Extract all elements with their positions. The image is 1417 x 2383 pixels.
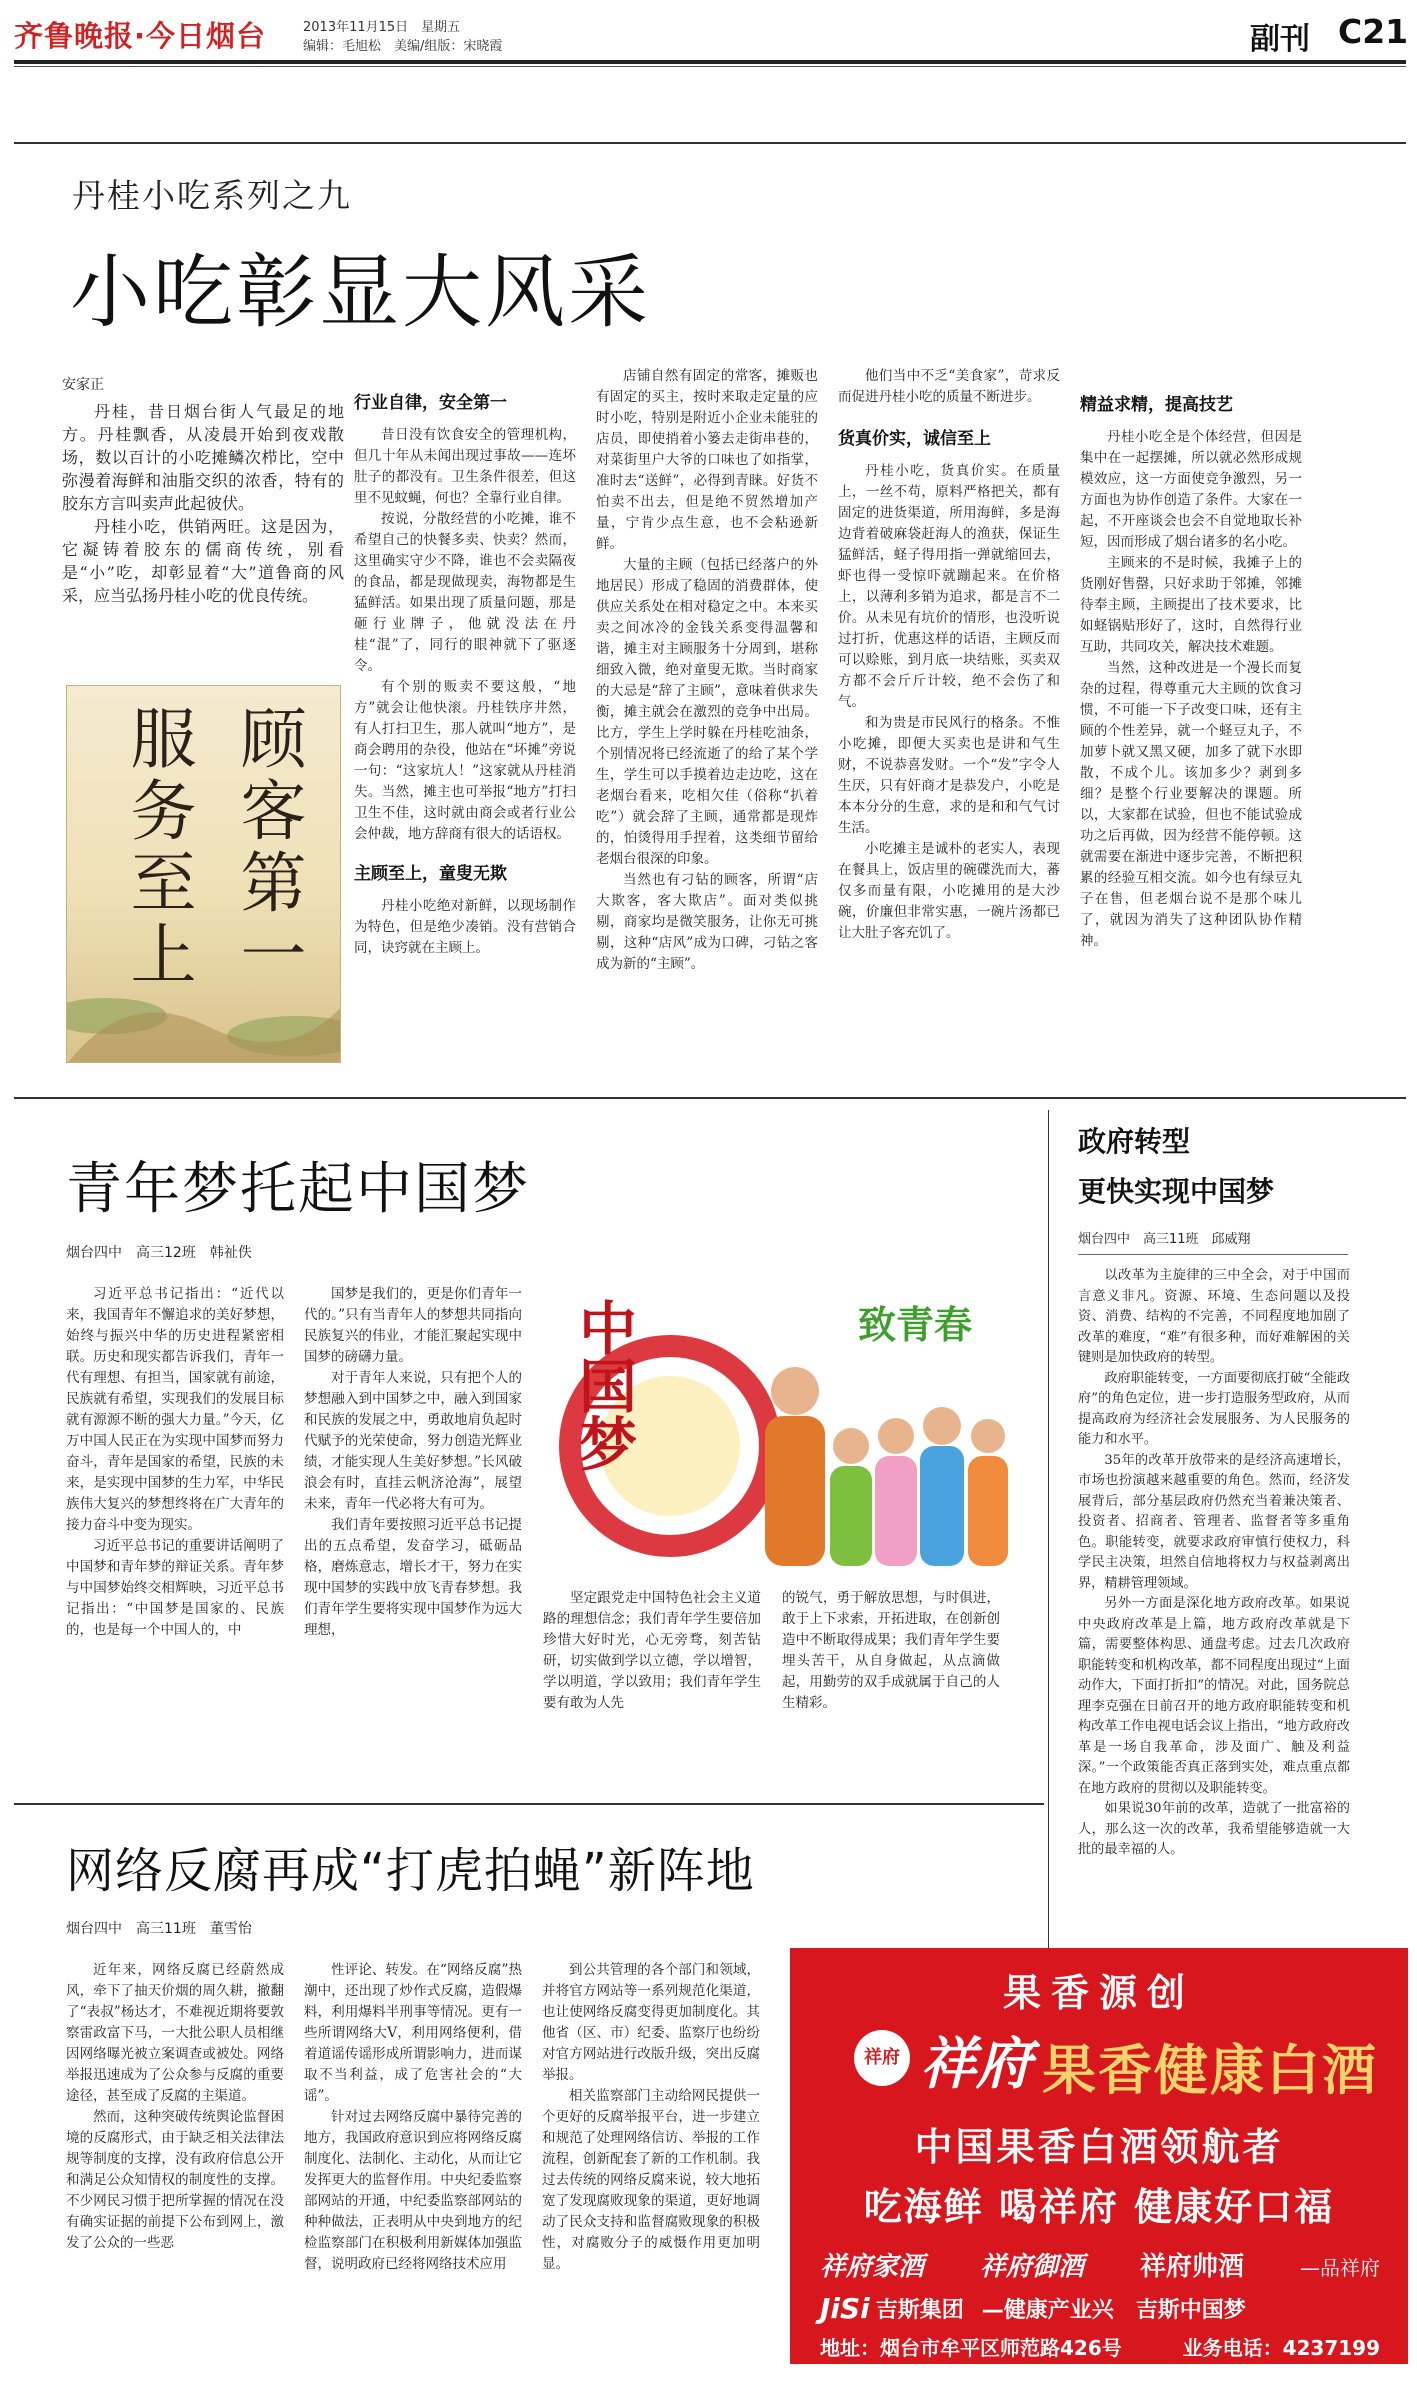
ad-tagline-2: 吃海鲜 喝祥府 健康好口福 — [863, 2185, 1335, 2229]
paragraph: 性评论、转发。在“网络反腐”热潮中，还出现了炒作式反腐，造假爆料，利用爆料半刑事等情况。更有一些所谓网络大V，利用网络便利，借着道谣传谣形成所谓影响力，进而谋取不当利益，成了危害社会的“大谣”。 — [304, 1962, 522, 2104]
header-editors: 编辑：毛旭松 美编/组版：宋晓霞 — [303, 39, 503, 54]
article2-col3 — [543, 1588, 761, 1714]
paragraph: 国梦是我们的，更是你们青年一代的。”只有当青年人的梦想共同指向民族复兴的伟业，才能汇聚起实现中国梦的磅礴力量。 — [304, 1286, 522, 1365]
ad-company-name: 吉斯集团 — [875, 2298, 964, 2323]
subheading: 行业自律，安全第一 — [354, 393, 507, 413]
paragraph: 对于青年人来说，只有把个人的梦想融入到中国梦之中，融入到国家和民族的发展之中，勇敢地肩负起时代赋予的光荣使命，努力创造光辉业绩，才能实现人生美好梦想。”长风破浪会有时，直挂云帆济沧海”，展望未来，青年一代必将大有可为。 — [304, 1370, 522, 1512]
sidebar-divider — [1048, 1110, 1049, 1960]
ad-series-item: 祥府帅酒 — [1140, 2252, 1245, 2282]
paragraph: 相关监察部门主动给网民提供一个更好的反腐举报平台，进一步建立和规范了处理网络信访、举报的工作流程，创新配套了新的工作机制。我过去传统的网络反腐来说，较大地拓宽了发现腐败现象的渠道，更好地调动了民众支持和监督腐败现象的积极性，对腐败分子的威慑作用更加明显。 — [542, 2088, 760, 2272]
ad-phone[interactable]: 业务电话：4237199 — [1182, 2336, 1380, 2360]
ad-series-suffix: —品祥府 — [1300, 2256, 1380, 2280]
article1-col5 — [1080, 390, 1302, 952]
paragraph: 针对过去网络反腐中暴待完善的地方，我国政府意识到应将网络反腐制度化、法制化、主动化，从而让它发挥更大的监督作用。中央纪委监察部网站的开通，中纪委监察部网站的种种做法，正表明从中央到地方的纪检监察部门在积极利用新媒体加强监督，说明政府已经将网络技术应用 — [304, 2109, 522, 2272]
paragraph: 丹桂小吃，货真价实。在质量上，一丝不苟，原料严格把关，都有固定的进货渠道，所用海鲜，多是海边背着破麻袋赶海人的渔获，保证生猛鲜活，蛏子得用指一弹就缩回去，虾也得一受惊吓就蹦起来。在价格上，以薄利多销为追求，都是言不二价。从未见有坑价的情形，也没听说过打折，优惠这样的话语，主顾反而可以赊账，到月底一块结账，买卖双方都不会斤斤计较，绝不会伤了和气。 — [838, 463, 1060, 710]
paragraph: 丹桂小吃全是个体经营，但因是集中在一起摆摊，所以就必然形成规模效应，这一方面使竞争激烈，另一方面也为协作创造了条件。大家在一起，不开座谈会也会不自觉地取长补短，因而形成了烟台诸多的名小吃。 — [1080, 429, 1302, 550]
paragraph: 习近平总书记指出：“近代以来，我国青年不懈追求的美好梦想，始终与振兴中华的历史进程紧密相联。历史和现实都告诉我们，青年一代有理想、有担当，国家就有前途，民族就有希望，实现我们的发展目标就有源源不断的强大力量。”今天，亿万中国人民正在为实现中国梦而努力奋斗，青年是国家的希望，民族的未来，是实现中国梦的生力军，中华民族伟大复兴的梦想终将在广大青年的接力奋斗中变为现实。 — [66, 1286, 284, 1533]
ad-series-item: 祥府家酒 — [820, 2252, 925, 2282]
article3-title-line1: 政府转型 — [1078, 1125, 1191, 1158]
ad-top-line: 果香源创 — [1002, 1971, 1195, 2015]
article4-title: 网络反腐再成“打虎拍蝇”新阵地 — [66, 1843, 755, 1899]
image-label-youth: 致青春 — [858, 1303, 973, 1347]
article1-col2 — [354, 388, 576, 959]
article1-intro — [62, 400, 344, 607]
subheading: 货真价实，诚信至上 — [838, 429, 991, 449]
paragraph: 按说，分散经营的小吃摊，谁不希望自己的快餐多卖、快卖？然而，这里确实守少不降，谁也不会卖隔夜的食品，都是现做现卖，海物都是生猛鲜活。如果出现了质量问题，那是砸行业牌子，他就没法在丹桂“混”了，同行的眼神就下了驱逐令。 — [354, 511, 576, 674]
ad-contact-line — [820, 2332, 1380, 2361]
article3-body — [1078, 1266, 1350, 1861]
paragraph: 我们青年要按照习近平总书记提出的五点希望，发奋学习，砥砺品格，磨炼意志，增长才干，努力在实现中国梦的实践中放飞青春梦想。我们青年学生要将实现中国梦作为远大理想， — [304, 1517, 522, 1638]
paragraph: 有个别的贩卖不要这般，“地方”就会让他快滚。丹桂铁序井然，有人打扫卫生，那人就叫“地方”，是商会聘用的杂役，他站在“坏摊”旁说一句：“这家坑人！”这家就从丹桂消失。当然，摊主也可举报“地方”打扫卫生不佳，这时就由商会或者行业公会仲裁，地方辞商有很大的话语权。 — [354, 679, 576, 842]
paragraph: 当然也有刁钻的顾客，所谓“店大欺客，客大欺店”。面对类似挑剔，商家均是微笑服务，让你无可挑剔，这种“店风”成为口碑，刁钻之客成为新的“主顾”。 — [596, 872, 818, 972]
ad-brand-seal-text: 祥府 — [864, 2047, 900, 2068]
ad-series-line — [820, 2246, 1380, 2283]
paragraph: 丹桂小吃，供销两旺。这是因为，它凝铸着胶东的儒商传统，别看是“小”吃，却彰显着“大”道鲁商的风采，应当弘扬丹桂小吃的优良传统。 — [62, 517, 344, 605]
article4-col2 — [304, 1960, 522, 2275]
article4-col3 — [542, 1960, 760, 2275]
article1-image — [66, 685, 341, 1063]
header-thin-rule — [14, 66, 1406, 67]
paragraph: 另外一方面是深化地方政府改革。如果说中央政府改革是上篇，地方政府改革就是下篇，需要整体构思、通盘考虑。过去几次政府职能转变和机构改革，都不同程度出现过“上面动作大，下面打折扣”的情况。对此，国务院总理李克强在日前召开的地方政府职能转变和机构改革工作电视电话会议上指出，“地方政府改革是一场自我革命，涉及面广、触及利益深。”一个政策能否真正落到实处，难点重点都在地方政府的贯彻以及职能转变。 — [1078, 1596, 1350, 1796]
ad-address: 地址：烟台市牟平区师范路426号 — [820, 2336, 1122, 2360]
ad-series-item: 祥府御酒 — [980, 2252, 1085, 2282]
subheading: 精益求精，提高技艺 — [1080, 395, 1233, 415]
ad-company-line — [820, 2292, 1380, 2325]
article2-col2 — [304, 1284, 522, 1641]
subheading: 主顾至上，童叟无欺 — [354, 864, 507, 884]
article2-author: 烟台四中 高三12班 韩祉佚 — [66, 1245, 252, 1261]
masthead-title: 齐鲁晚报·今日烟台 — [14, 19, 267, 53]
article1-kicker: 丹桂小吃系列之九 — [72, 176, 352, 215]
paragraph: 到公共管理的各个部门和领域，并将官方网站等一系列规范化渠道，也让使网络反腐变得更加制度化。其他省（区、市）纪委、监察厅也纷纷对官方网站进行改版升级，突出反腐举报。 — [542, 1962, 760, 2083]
paragraph: 35年的改革开放带来的是经济高速增长，市场也扮演越来越重要的角色。然而，经济发展背后，部分基层政府仍然充当着兼决策者、投资者、招商者、管理者、监督者等多重角色。职能转变，就要求政府审慎行使权力，科学民主决策，坦然自信地将权力与权益剥离出界，精耕管理领域。 — [1078, 1452, 1350, 1591]
paragraph: 的锐气，勇于解放思想，与时俱进，敢于上下求索，开拓进取，在创新创造中不断取得成果；我们青年学生要埋头苦干，从自身做起，从点滴做起，用勤劳的双手成就属于自己的人生精彩。 — [782, 1590, 1000, 1711]
ad-tagline-1: 中国果香白酒领航者 — [914, 2125, 1284, 2169]
article3-rule — [1078, 1254, 1348, 1255]
paragraph: 近年来，网络反腐已经蔚然成风，牵下了抽天价烟的周久耕，撤翻了“表叔”杨达才，不难视近期将要敦察雷政富下马，一大批公职人员相继因网络曝光被立案调查或被处。网络举报迅速成为了公众参与反腐的重要途径，甚至成了反腐的主渠道。 — [66, 1962, 284, 2104]
paragraph: 丹桂，昔日烟台街人气最足的地方。丹桂飘香，从凌晨开始到夜戏散场，数以百计的小吃摊鳞次栉比，空中弥漫着海鲜和油脂交织的浓香，特有的胶东方言叫卖声此起彼伏。 — [62, 402, 344, 513]
article1-title: 小吃彰显大风采 — [70, 246, 651, 339]
paragraph: 主顾来的不是时候，我摊子上的货刚好售罄，只好求助于邻摊，邻摊待奉主顾，主顾提出了技术要求，比如蛏锅贴形好了，这时，自然得行业互助，共同攻关，解决技术难题。 — [1080, 555, 1302, 655]
paragraph: 丹桂小吃绝对新鲜，以现场制作为特色，但是绝少凑销。没有营销合同，诀窍就在主顾上。 — [354, 898, 576, 956]
section-divider — [14, 1097, 1406, 1099]
article4-col1 — [66, 1960, 284, 2254]
page-number: C21 — [1338, 12, 1409, 51]
article3-author: 烟台四中 高三11班 邱威翔 — [1078, 1232, 1251, 1247]
article2-col4 — [782, 1588, 1000, 1714]
paragraph: 政府职能转变，一方面要彻底打破“全能政府”的角色定位，进一步打造服务型政府，从而提高政府为经济社会发展服务、为人民服务的能力和水平。 — [1078, 1370, 1350, 1447]
top-rule-article1 — [14, 142, 1406, 144]
paragraph: 大量的主顾（包括已经落户的外地居民）形成了稳固的消费群体，使供应关系处在相对稳定之中。本来买卖之间冰冷的金钱关系变得温馨和谐，摊主对主顾服务十分周到，堪称细致入微，绝对童叟无欺。当时商家的大忌是“辞了主顾”，意味着供求失衡，摊主就会在激烈的竞争中出局。比方，学生上学时躲在丹桂吃油条，个别情况将已经流逝了的给了某个学生，学生可以手摸着边走边吃，这在老烟台看来，吃相欠佳（俗称“扒着吃”）就会辞了主顾，通常都是现炸的，怕烫得用手捏着，这类细节留给老烟台很深的印象。 — [596, 557, 818, 867]
masthead-logo — [14, 14, 294, 54]
article2-col1 — [66, 1284, 284, 1641]
advertisement[interactable] — [790, 1948, 1408, 2364]
paragraph: 习近平总书记的重要讲话阐明了中国梦和青年梦的辩证关系。青年梦与中国梦始终交相辉映，习近平总书记指出：“中国梦是国家的、民族的，也是每一个中国人的，中 — [66, 1538, 284, 1638]
paragraph: 他们当中不乏“美食家”，苛求反而促进丹桂小吃的质量不断进步。 — [838, 368, 1060, 405]
paragraph: 和为贵是市民风行的格条。不惟小吃摊，即便大买卖也是讲和气生财，不说恭喜发财。一个“发”字令人生厌，只有奸商才是恭发户，小吃是本本分分的生意，求的是和和气气讨生活。 — [838, 715, 1060, 836]
article1-col4 — [838, 366, 1060, 944]
image-label-china-dream: 中国梦 — [569, 1298, 637, 1472]
paragraph: 然而，这种突破传统舆论监督困境的反腐形式，由于缺乏相关法律法规等制度的支撑，没有政府信息公开和满足公众知情权的制度性的支撑。不少网民习惯于把所掌握的情况在没有确实证据的前提下公布到网上，激发了公众的一些恶 — [66, 2109, 284, 2251]
paragraph: 如果说30年前的改革，造就了一批富裕的人，那么这一次的改革，我希望能够造就一大批的最幸福的人。 — [1078, 1801, 1350, 1857]
header-date: 2013年11月15日 星期五 — [303, 20, 461, 35]
ad-brand-seal-icon — [854, 2030, 910, 2086]
paragraph: 店铺自然有固定的常客，摊贩也有固定的买主，按时来取走定量的应时小吃，特别是附近小企业未能驻的店员，即使捎着小篓去走街串巷的，对菜街里户大爷的口味也了如指掌，准时去“送鲜”，必得到青睐。好货不怕卖不出去，但是绝不贸然增加产量，宁肯少点生意，也不会粘逊新鲜。 — [596, 368, 818, 552]
paragraph: 以改革为主旋律的三中全会，对于中国而言意义非凡。资源、环境、生态问题以及投资、消费、结构的不完善，不同程度地加剧了改革的难度，“难”有很多种，而好难解困的关键则是加快政府的转型。 — [1078, 1268, 1350, 1365]
article4-author: 烟台四中 高三11班 董雪怡 — [66, 1921, 252, 1937]
paragraph: 昔日没有饮食安全的管理机构，但几十年从未闻出现过事故——连坏肚子的都没有。卫生条件很差，但这里不见蚊蝇，何也？全靠行业自律。 — [354, 427, 576, 506]
ad-slogan: —健康产业兴 吉斯中国梦 — [981, 2298, 1246, 2323]
article1-author: 安家正 — [62, 377, 104, 393]
article2-image — [540, 1276, 1020, 1576]
paragraph: 小吃摊主是诚朴的老实人，表现在餐具上，饭店里的碗碟洗而大，蕃仅多而量有限，小吃摊用的是大沙碗，价廉但非常实惠，一碗片汤都已让大肚子客充饥了。 — [838, 841, 1060, 941]
ad-product: 果香健康白酒 — [1042, 2039, 1378, 2102]
section-label: 副刊 — [1250, 22, 1310, 57]
article1-col3 — [596, 366, 818, 975]
ad-brand-script: 祥府 — [920, 2031, 1032, 2097]
section-divider — [14, 1803, 1044, 1805]
paragraph: 当然，这种改进是一个漫长而复杂的过程，得尊重元大主顾的饮食习惯，不可能一下子改变口味，还有主顾的个性差异，就一个蛏豆丸子，不加萝卜就又黑又硬，加多了就下水即散，不成个儿。该加多少？剥到多细？是整个行业要解决的课题。所以，大家都在试验，但也不能试验成功之后再做，因为经营不能停顿。这就需要在渐进中逐步完善，不断把积累的经验互相交流。如今也有绿豆丸子在售，但老烟台说不是那个味儿了，就因为消失了这种团队协作精神。 — [1080, 660, 1302, 949]
header-rule — [14, 60, 1406, 64]
ad-company-logo-icon: JiSi — [820, 2292, 870, 2325]
paragraph: 坚定跟党走中国特色社会主义道路的理想信念；我们青年学生要倍加珍惜大好时光，心无旁骛，刻苦钻研，切实做到学以立德，学以增智，学以明道，学以致用；我们青年学生要有敢为人先 — [543, 1590, 761, 1711]
article3-title-line2: 更快实现中国梦 — [1078, 1175, 1275, 1208]
image-calligraphy: 顾客第一 服务至上 — [119, 704, 306, 992]
article2-title: 青年梦托起中国梦 — [66, 1157, 530, 1222]
